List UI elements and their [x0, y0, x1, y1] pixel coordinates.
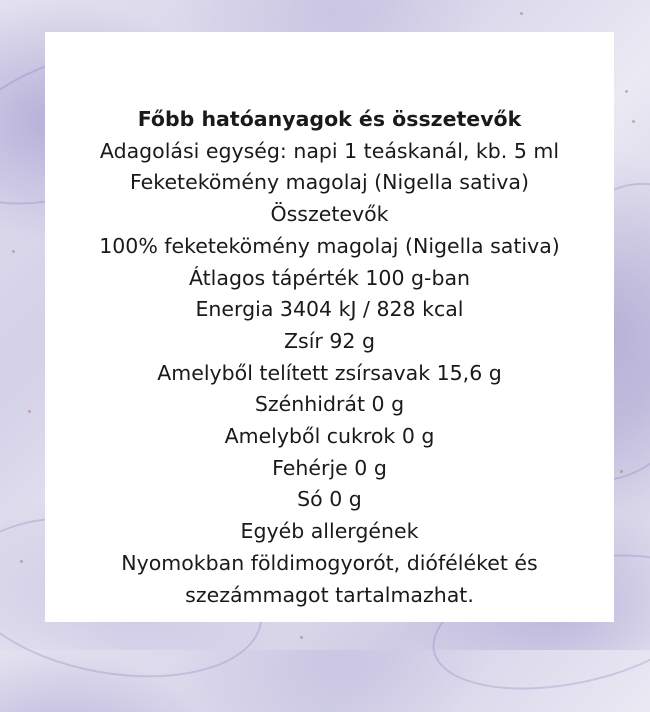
protein-line: Fehérje 0 g [272, 455, 387, 480]
dosage-line: Adagolási egység: napi 1 teáskanál, kb. 5 ml [99, 138, 560, 163]
fat-line: Zsír 92 g [284, 328, 375, 353]
marble-speck [520, 12, 523, 15]
sugars-line: Amelyből cukrok 0 g [224, 424, 435, 449]
product-name-line: Feketekömény magolaj (Nigella sativa) [130, 170, 529, 195]
card-title: Főbb hatóanyagok és összetevők [137, 107, 522, 131]
info-card [45, 32, 614, 622]
marble-speck [620, 470, 623, 473]
saturated-fat-line: Amelyből telített zsírsavak 15,6 g [157, 360, 502, 385]
ingredients-line: 100% feketekömény magolaj (Nigella sativa) [99, 233, 560, 258]
marble-speck [12, 250, 15, 253]
allergens-line-1: Nyomokban földimogyorót, dióféléket és [121, 550, 538, 575]
nutrition-heading: Átlagos tápérték 100 g-ban [188, 265, 471, 290]
marble-speck [20, 560, 23, 563]
marble-speck [300, 636, 303, 639]
energy-line: Energia 3404 kJ / 828 kcal [195, 297, 464, 322]
salt-line: Só 0 g [297, 487, 362, 512]
carbohydrate-line: Szénhidrát 0 g [254, 392, 405, 417]
ingredients-heading: Összetevők [270, 202, 389, 227]
allergens-line-2: szezámmagot tartalmazhat. [185, 582, 474, 607]
marble-speck [28, 410, 31, 413]
marble-speck [632, 120, 635, 123]
marble-speck [625, 90, 628, 93]
allergens-heading: Egyéb allergének [240, 519, 419, 544]
